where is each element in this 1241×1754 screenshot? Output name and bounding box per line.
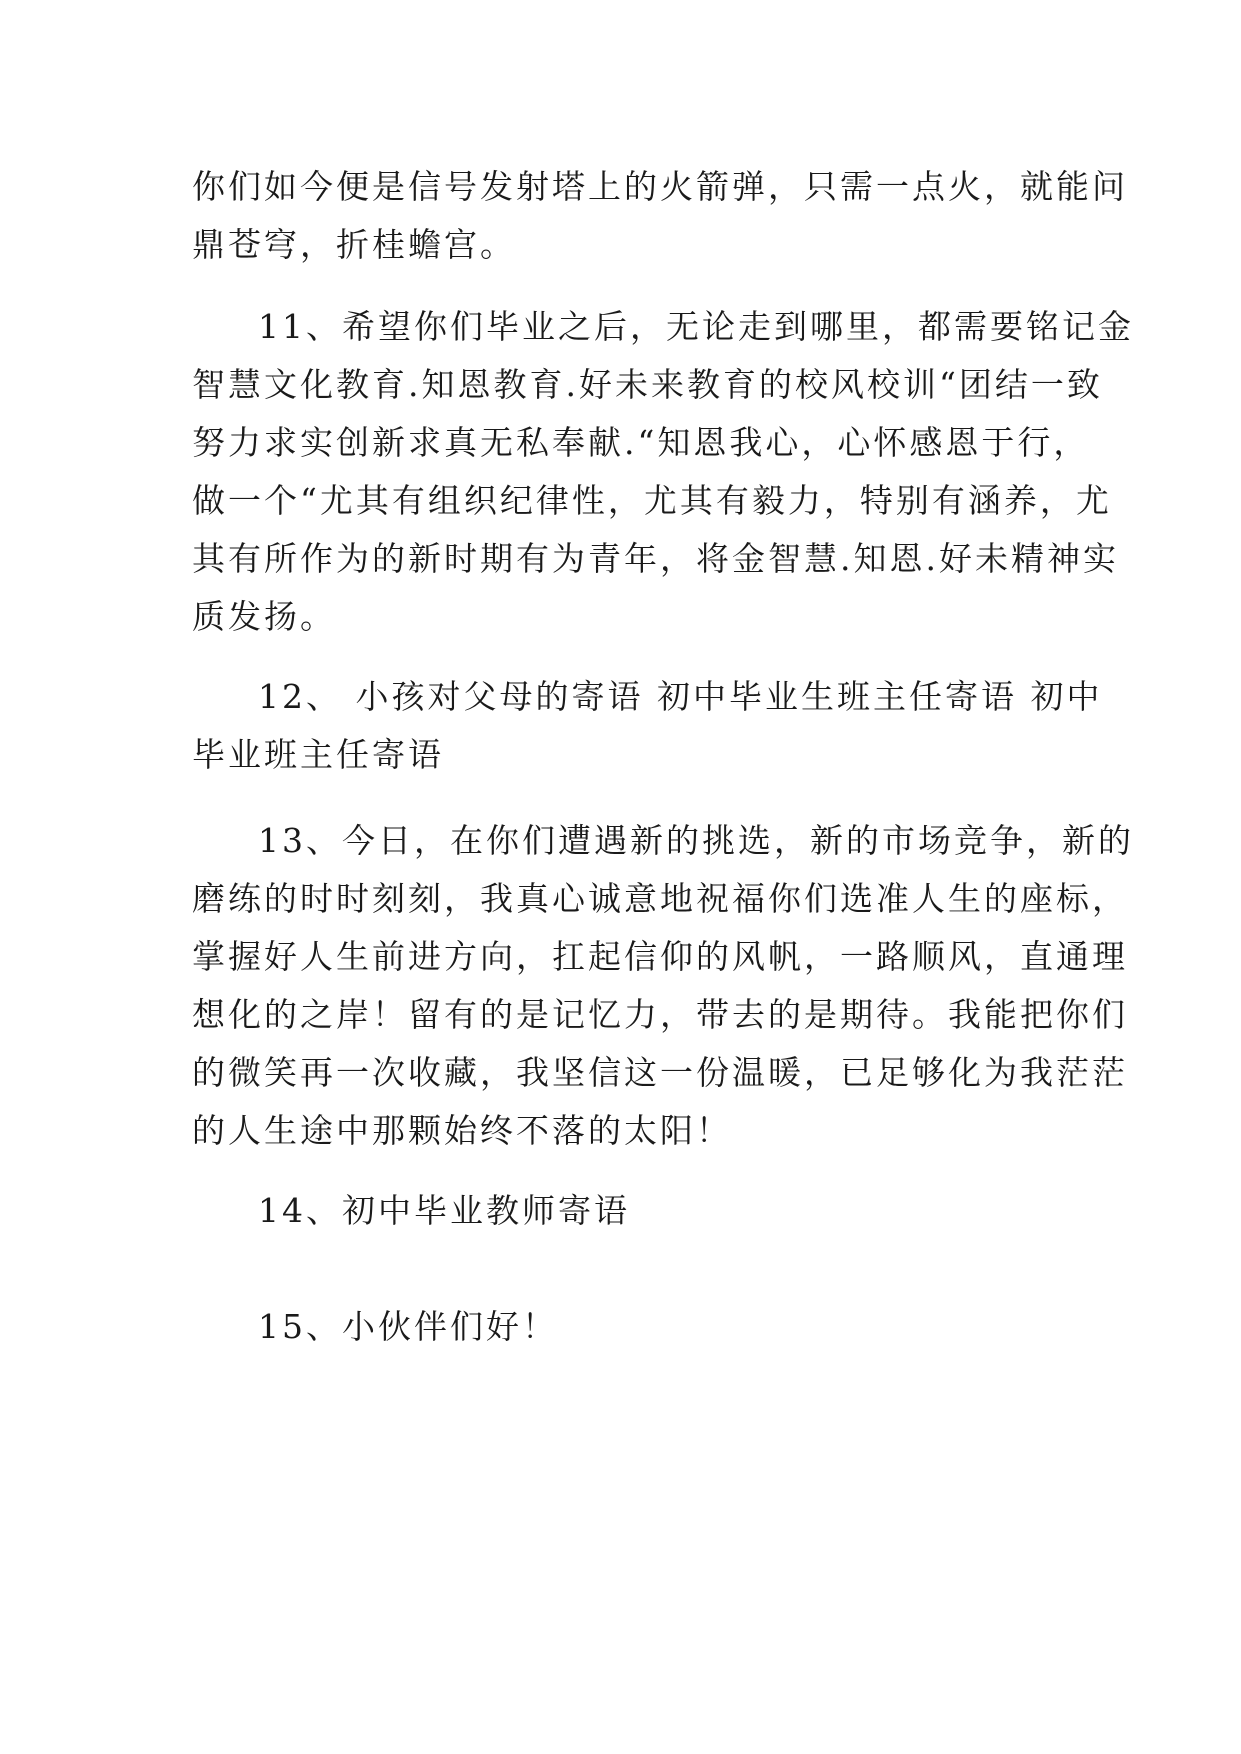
text-line: 11、希望你们毕业之后，无论走到哪里，都需要铭记金 <box>258 307 1134 346</box>
text-line: 14、初中毕业教师寄语 <box>258 1191 630 1230</box>
text-line: 做一个“尤其有组织纪律性，尤其有毅力，特别有涵养，尤 <box>192 481 1112 520</box>
paragraph-item-11 <box>192 298 1134 646</box>
paragraph-item-12 <box>192 668 1103 784</box>
text-line: 13、今日，在你们遭遇新的挑选，新的市场竞争，新的 <box>258 821 1134 860</box>
paragraph-intro <box>192 158 1128 274</box>
text-line: 掌握好人生前进方向，扛起信仰的风帆，一路顺风，直通理 <box>192 937 1128 976</box>
text-line: 毕业班主任寄语 <box>192 735 444 774</box>
text-line: 智慧文化教育.知恩教育.好未来教育的校风校训“团结一致 <box>192 365 1103 404</box>
text-line: 12、 小孩对父母的寄语 初中毕业生班主任寄语 初中 <box>258 677 1103 716</box>
text-line: 磨练的时时刻刻，我真心诚意地祝福你们选准人生的座标， <box>192 879 1128 918</box>
text-line: 的微笑再一次收藏，我坚信这一份温暖，已足够化为我茫茫 <box>192 1053 1128 1092</box>
paragraph-item-15 <box>192 1298 1052 1356</box>
text-line: 想化的之岸！留有的是记忆力，带去的是期待。我能把你们 <box>192 995 1128 1034</box>
text-line: 质发扬。 <box>192 597 336 636</box>
text-line: 的人生途中那颗始终不落的太阳！ <box>192 1111 732 1150</box>
text-line: 鼎苍穹，折桂蟾宫。 <box>192 225 516 264</box>
text-line: 你们如今便是信号发射塔上的火箭弹，只需一点火，就能问 <box>192 167 1128 206</box>
text-line: 努力求实创新求真无私奉献.“知恩我心，心怀感恩于行， <box>192 423 1090 462</box>
text-line: 15、小伙伴们好！ <box>258 1307 558 1346</box>
paragraph-item-14 <box>192 1182 1052 1240</box>
text-line: 其有所作为的新时期有为青年，将金智慧.知恩.好未精神实 <box>192 539 1119 578</box>
paragraph-item-13 <box>192 812 1134 1160</box>
